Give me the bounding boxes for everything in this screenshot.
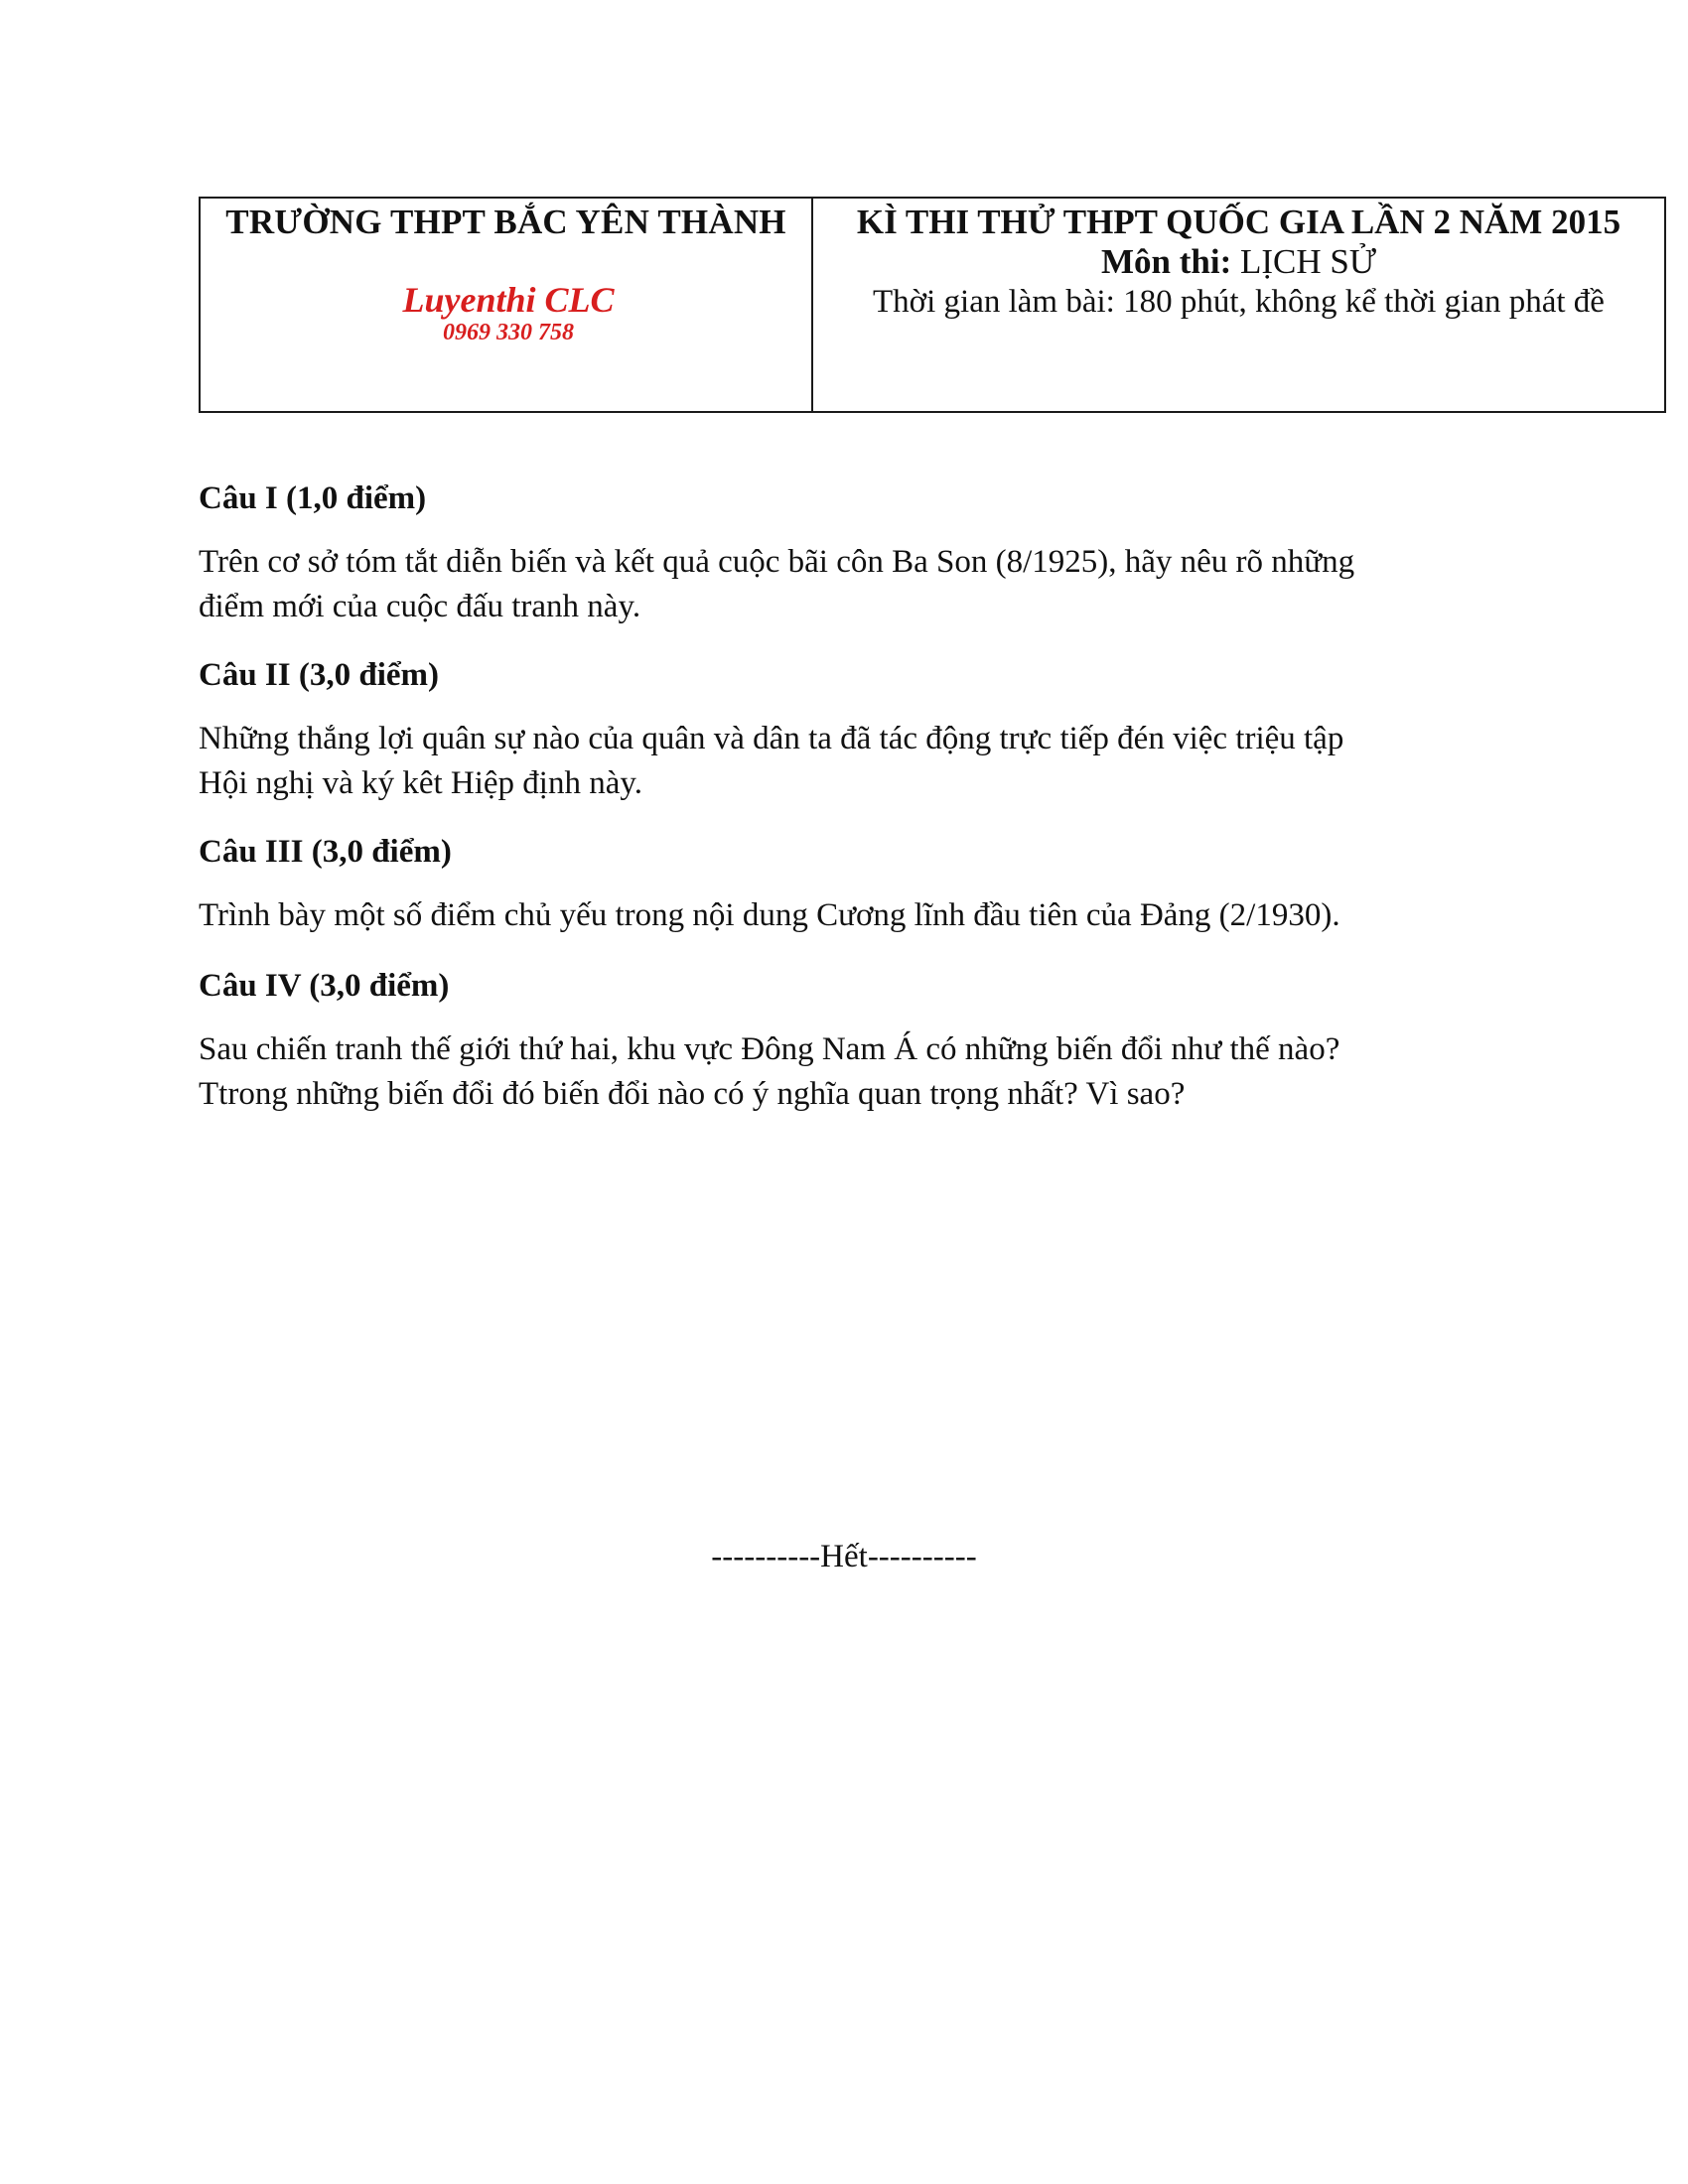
svg-text:0969 330 758: 0969 330 758 <box>443 320 574 345</box>
question-body <box>199 893 1489 938</box>
subject-value: LỊCH SỬ <box>1239 242 1377 281</box>
end-text: ----------Hết---------- <box>711 1539 977 1574</box>
exam-title: KÌ THI THỬ THPT QUỐC GIA LẦN 2 NĂM 2015 <box>856 203 1621 241</box>
question-2 <box>199 653 1489 806</box>
question-title: Câu I (1,0 điểm) <box>199 480 427 516</box>
question-3 <box>199 830 1489 938</box>
question-line: điểm mới của cuộc đấu tranh này. <box>199 589 641 624</box>
luyenthi-clc-logo <box>350 278 667 345</box>
question-4 <box>199 964 1489 1117</box>
question-line: Hội nghị và ký kêt Hiệp định này. <box>199 765 642 801</box>
exam-subject <box>813 242 1664 282</box>
question-1 <box>199 477 1489 629</box>
question-body <box>199 717 1489 806</box>
school-cell <box>201 199 813 411</box>
exam-info-cell <box>813 199 1664 411</box>
question-line: Ttrong những biến đổi đó biến đổi nào có ý nghĩa quan trọng nhất? Vì sao? <box>199 1076 1186 1112</box>
question-body <box>199 540 1489 629</box>
exam-time-note: Thời gian làm bài: 180 phút, không kể thời gian phát đề <box>873 284 1605 320</box>
school-name: TRƯỜNG THPT BẮC YÊN THÀNH <box>225 203 786 241</box>
end-of-exam-mark <box>0 1539 1688 1575</box>
question-title: Câu II (3,0 điểm) <box>199 657 440 693</box>
question-title: Câu IV (3,0 điểm) <box>199 968 450 1004</box>
exam-header <box>199 197 1666 413</box>
question-line: Trên cơ sở tóm tắt diễn biến và kết quả cuộc bãi côn Ba Son (8/1925), hãy nêu rõ những <box>199 544 1355 580</box>
question-body <box>199 1027 1489 1117</box>
svg-text:Luyenthi CLC: Luyenthi CLC <box>402 280 615 320</box>
question-line: Sau chiến tranh thế giới thứ hai, khu vực Đông Nam Á có những biến đổi như thế nào? <box>199 1031 1340 1067</box>
question-line: Những thắng lợi quân sự nào của quân và dân ta đã tác động trực tiếp đén việc triệu tập <box>199 721 1344 756</box>
question-title: Câu III (3,0 điểm) <box>199 834 452 870</box>
subject-label: Môn thi: <box>1100 242 1232 281</box>
question-line: Trình bày một số điểm chủ yếu trong nội dung Cương lĩnh đầu tiên của Đảng (2/1930). <box>199 897 1340 933</box>
